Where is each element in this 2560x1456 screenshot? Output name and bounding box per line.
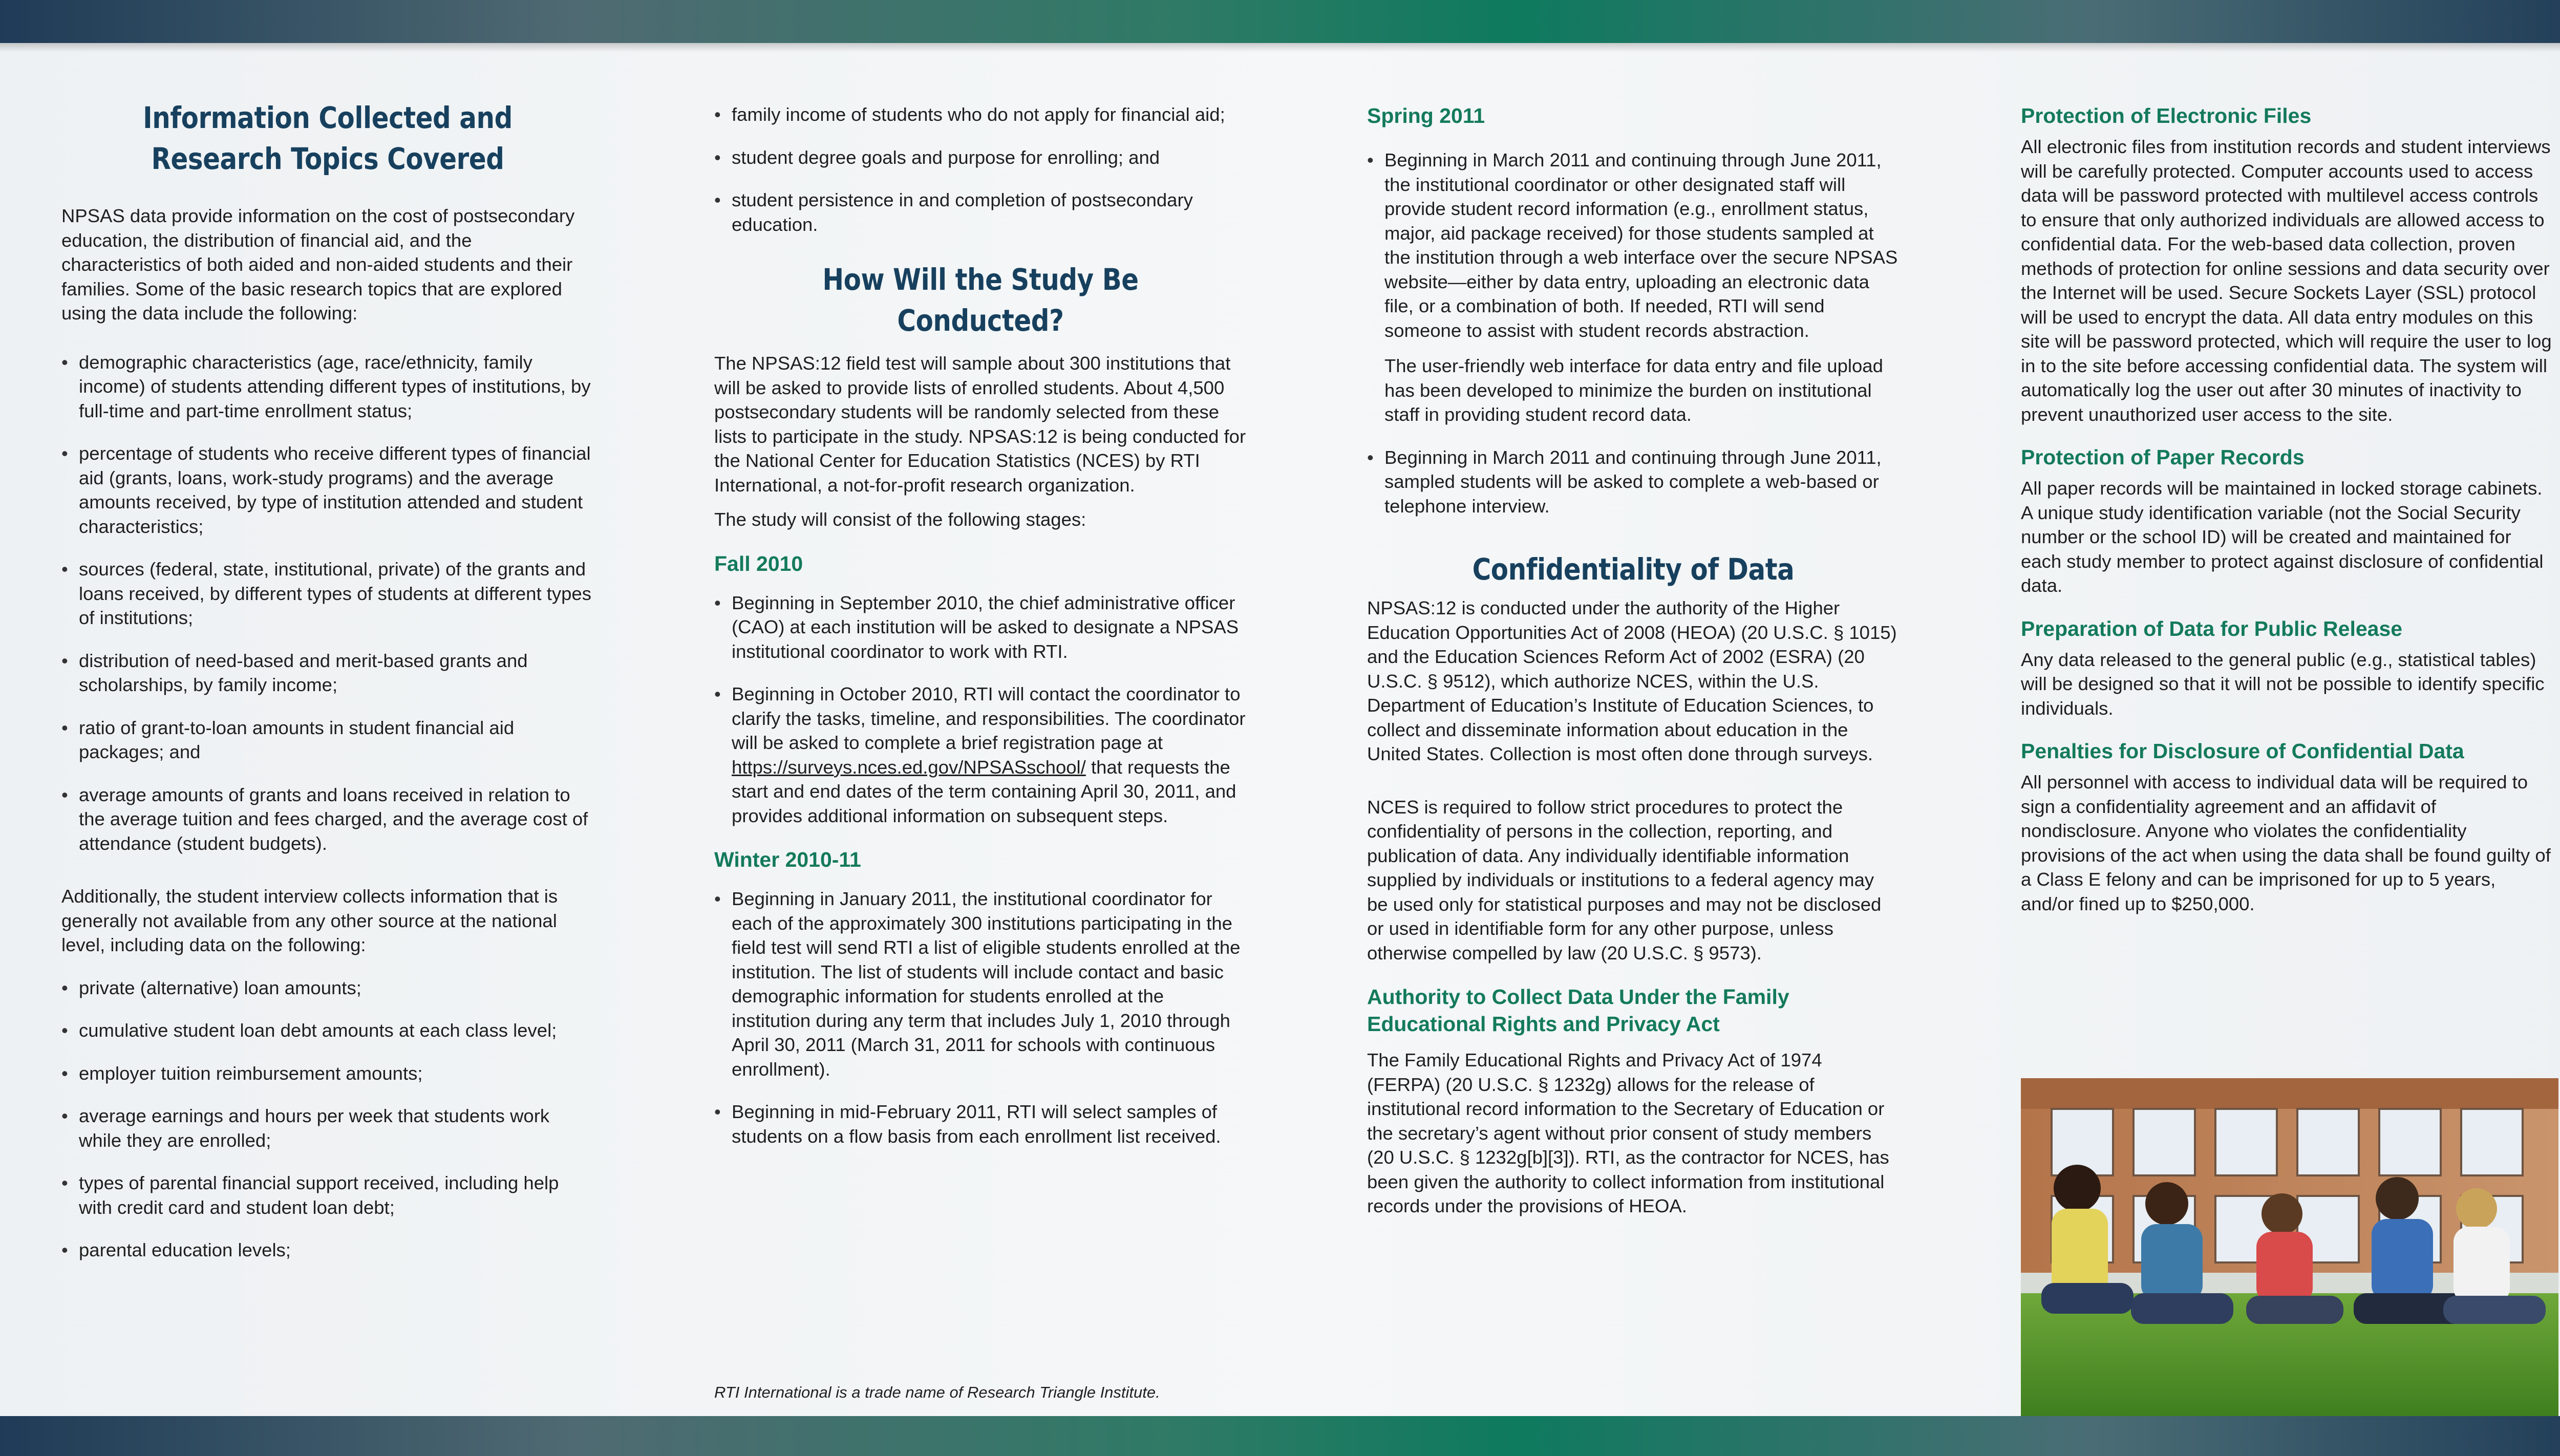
list-item: • private (alternative) loan amounts; <box>61 976 594 1000</box>
intro-paragraph: NPSAS data provide information on the cost of postsecondary education, the distribution of financial aid, and the characteristics of both aided and non-aided students and their families. Some of the basic research topics that are explored using the data include the following: <box>61 205 575 324</box>
heading-protection-paper-records: Protection of Paper Records <box>2021 445 2305 469</box>
list-item: • Beginning in September 2010, the chief administrative officer (CAO) at each institution will be asked to designate a NPSAS institutional coordinator to work with RTI. <box>714 591 1247 664</box>
registration-link[interactable]: https://surveys.nces.ed.gov/NPSASschool/ <box>732 756 1086 778</box>
winter-list <box>714 887 1247 1148</box>
continued-topics-list <box>714 102 1247 237</box>
heading-protection-electronic-files: Protection of Electronic Files <box>2021 104 2312 127</box>
list-item <box>714 682 1247 828</box>
list-item: • student degree goals and purpose for enrolling; and <box>714 145 1247 170</box>
fall-2010-list <box>714 591 1247 828</box>
electronic-files-paragraph: All electronic files from institution records and student interviews will be carefully protected. Computer accounts used to access data will be password protected with multilevel access controls to ensure that only authorized individuals are allowed access to confidential data. For the web-based data collection, proven methods of protection for online sessions and data security over the Internet will be used. Secure Sockets Layer (SSL) protocol will be used to encrypt the data. All data entry modules on this site will be password protected, which will require the user to log in to the site before accessing confidential data. The system will automatically log the user out after 30 minutes of inactivity to prevent unauthorized user access to the site. <box>2021 136 2552 425</box>
rti-footnote: RTI International is a trade name of Research Triangle Institute. <box>714 1383 1160 1401</box>
list-item: • distribution of need-based and merit-based grants and scholarships, by family income; <box>61 649 594 697</box>
heading-fall-2010: Fall 2010 <box>714 551 803 575</box>
heading-penalties-disclosure: Penalties for Disclosure of Confidential Data <box>2021 739 2464 763</box>
research-topics-list <box>61 350 594 856</box>
heading-confidentiality-of-data: Confidentiality of Data <box>1472 552 1795 587</box>
column-confidentiality <box>1367 102 1900 1218</box>
spring-b1-extra: The user-friendly web interface for data entry and file upload has been developed to minimize the burden on institutional staff in providing student record data. <box>1384 355 1883 425</box>
students-on-lawn-photo <box>2021 1078 2558 1416</box>
heading-ferpa-authority: Authority to Collect Data Under the Family Educational Rights and Privacy Act <box>1367 985 1789 1036</box>
heading-how-study-conducted: How Will the Study Be Conducted? <box>822 262 1139 338</box>
list-item: • employer tuition reimbursement amounts; <box>61 1061 594 1086</box>
heading-preparation-public-release: Preparation of Data for Public Release <box>2021 616 2403 640</box>
heading-winter-2010-11: Winter 2010-11 <box>714 848 861 871</box>
list-item: • Beginning in mid-February 2011, RTI will select samples of students on a flow basis from each enrollment list received. <box>714 1100 1247 1148</box>
list-item: • sources (federal, state, institutional, private) of the grants and loans received, by different types of students at different types of institutions; <box>61 557 594 630</box>
top-color-band <box>0 0 2560 43</box>
spring-2011-list <box>1367 148 1900 518</box>
list-item: • average earnings and hours per week that students work while they are enrolled; <box>61 1104 594 1152</box>
list-item <box>1367 148 1900 427</box>
list-item: • types of parental financial support received, including help with credit card and student loan debt; <box>61 1171 594 1219</box>
list-item: • student persistence in and completion of postsecondary education. <box>714 188 1247 237</box>
heading-information-collected: Information Collected and Research Topics Covered <box>143 100 513 176</box>
penalties-paragraph: All personnel with access to individual data will be required to sign a confidentiality agreement and an affidavit of nondisclosure. Anyone who violates the confidentiality provisions of the act when using the data shall be found guilty of a Class E felony and can be imprisoned for up to 5 years, and/or fined up to $250,000. <box>2021 772 2551 914</box>
list-item: • cumulative student loan debt amounts at each class level; <box>61 1018 594 1043</box>
confidentiality-paragraph-1: NPSAS:12 is conducted under the authority of the Higher Education Opportunities Act of 2008 (HEOA) (20 U.S.C. § 1015) and the Education Sciences Reform Act of 2002 (ESRA) (20 U.S.C. § 9512), which authorize NCES, within the U.S. Department of Education’s Institute of Education Sciences, to collect and disseminate information about education in the United States. Collection is most often done through surveys. <box>1367 597 1897 764</box>
fall-b2-text-end: that requests the start and end dates of the term containing April 30, 2011, and provides additional information on subsequent steps. <box>732 756 1236 826</box>
column-research-topics <box>61 97 594 1281</box>
list-item: • average amounts of grants and loans received in relation to the average tuition and fees charged, and the average cost of attendance (student budgets). <box>61 783 594 856</box>
list-item: • ratio of grant-to-loan amounts in student financial aid packages; and <box>61 716 594 764</box>
public-release-paragraph: Any data released to the general public (e.g., statistical tables) will be designed so that it will not be possible to identify specific individuals. <box>2021 649 2545 719</box>
bottom-color-band <box>0 1416 2560 1456</box>
list-item: • parental education levels; <box>61 1238 594 1262</box>
list-item: • Beginning in March 2011 and continuing through June 2011, sampled students will be asked to complete a web-based or telephone interview. <box>1367 445 1900 519</box>
list-item: • family income of students who do not apply for financial aid; <box>714 102 1247 127</box>
spring-b1-text: • Beginning in March 2011 and continuing through June 2011, the institutional coordinator or other designated staff will provide student record information (e.g., enrollment status, major, aid package received) for those students sampled at the institution through a web interface over the secure NPSAS website—either by data entry, uploading an electronic data file, or a combination of both. If needed, RTI will send someone to assist with student records abstraction. <box>1384 149 1898 341</box>
heading-spring-2011: Spring 2011 <box>1367 104 1485 127</box>
list-item: • percentage of students who receive different types of financial aid (grants, loans, work-study programs) and the average amounts received, by type of institution attended and student characteristics; <box>61 441 594 539</box>
fall-b2-text: Beginning in October 2010, RTI will contact the coordinator to clarify the tasks, timeline, and responsibilities. The coordinator will be asked to complete a brief registration page at <box>732 683 1246 753</box>
column-study-conducted <box>714 102 1247 1167</box>
confidentiality-paragraph-2: NCES is required to follow strict procedures to protect the confidentiality of persons in the collection, reporting, and publication of data. Any individually identifiable information supplied by individuals or institutions to a federal agency may be used only for statistical purposes and may not be disclosed or used in identifiable form for any other purpose, unless otherwise compelled by law (20 U.S.C. § 9573). <box>1367 796 1882 963</box>
study-intro-paragraph: The NPSAS:12 field test will sample about 300 institutions that will be asked to provide lists of enrolled students. About 4,500 postsecondary students will be randomly selected from these lists to participate in the study. NPSAS:12 is being conducted for the National Center for Education Statistics (NCES) by RTI International, a not-for-profit research organization. <box>714 353 1246 496</box>
additional-paragraph: Additionally, the student interview collects information that is generally not available from any other source at the national level, including data on the following: <box>61 886 558 955</box>
interview-data-list <box>61 976 594 1262</box>
column-data-protection <box>2021 102 2553 916</box>
ferpa-paragraph: The Family Educational Rights and Privacy Act of 1974 (FERPA) (20 U.S.C. § 1232g) allows for the release of institutional record information to the Secretary of Education or the secretary’s agent without prior consent of study members (20 U.S.C. § 1232g[b][3]). RTI, as the contractor for NCES, has been given the authority to collect information from institutional records under the provisions of HEOA. <box>1367 1050 1889 1216</box>
stages-intro: The study will consist of the following stages: <box>714 509 1086 530</box>
list-item: • demographic characteristics (age, race/ethnicity, family income) of students attending different types of institutions, by full-time and part-time enrollment status; <box>61 350 594 423</box>
paper-records-paragraph: All paper records will be maintained in locked storage cabinets. A unique study identification variable (not the Social Security number or the school ID) will be created and maintained for each study member to protect against disclosure of confidential data. <box>2021 478 2544 596</box>
list-item: • Beginning in January 2011, the institutional coordinator for each of the approximately 300 institutions participating in the field test will send RTI a list of eligible students enrolled at the institution. The list of students will include contact and basic demographic information for students enrolled at the institution during any term that includes July 1, 2010 through April 30, 2011 (March 31, 2011 for schools with continuous enrollment). <box>714 887 1247 1081</box>
